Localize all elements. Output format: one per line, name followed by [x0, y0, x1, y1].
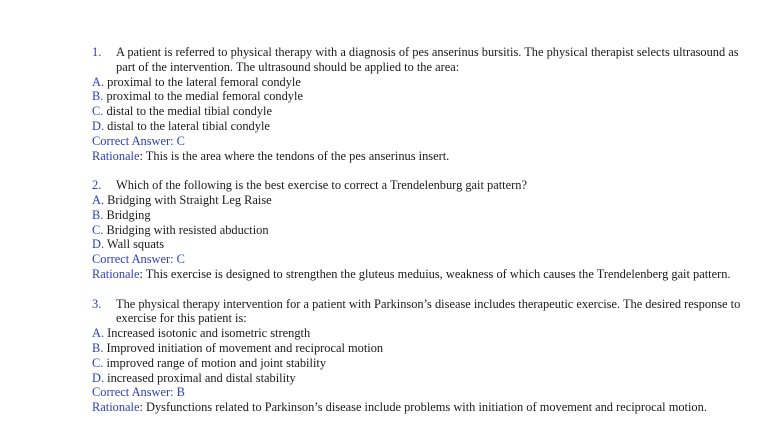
rationale-text: : Dysfunctions related to Parkinson’s disease include problems with initiation of movement and reciprocal motion. — [139, 400, 707, 415]
rationale-text: : This is the area where the tendons of the pes anserinus insert. — [139, 148, 450, 163]
option-d — [92, 371, 742, 386]
question-text: Which of the following is the best exercise to correct a Trendelenburg gait pattern? — [116, 178, 527, 193]
question-text: The physical therapy intervention for a patient with Parkinson’s disease includes therapeutic exercise. The desired response to exercise for this patient is: — [116, 296, 741, 326]
option-a — [92, 75, 742, 90]
option-b — [92, 208, 742, 223]
question-number: 2. — [92, 178, 102, 193]
option-a — [92, 326, 742, 341]
option-letter: C. — [92, 355, 104, 370]
question-number: 1. — [92, 45, 102, 59]
rationale-label: Rationale — [92, 266, 140, 281]
spacer — [92, 163, 742, 178]
question-2 — [92, 178, 742, 282]
option-text: proximal to the lateral femoral condyle — [104, 74, 301, 89]
question-stem — [92, 297, 742, 327]
option-text: improved range of motion and joint stability — [103, 355, 327, 370]
option-text: distal to the lateral tibial condyle — [104, 118, 270, 133]
rationale — [92, 267, 742, 282]
option-letter: B. — [92, 89, 104, 104]
correct-answer: Correct Answer: C — [92, 133, 185, 148]
option-b — [92, 89, 742, 104]
option-text: proximal to the medial femoral condyle — [103, 89, 303, 104]
option-text: distal to the medial tibial condyle — [103, 104, 272, 119]
question-3 — [92, 297, 742, 415]
option-text: Bridging with Straight Leg Raise — [104, 192, 272, 207]
option-letter: A. — [92, 74, 105, 89]
option-c — [92, 223, 742, 238]
option-letter: A. — [92, 192, 105, 207]
correct-answer: Correct Answer: B — [92, 385, 185, 400]
rationale-label: Rationale — [92, 400, 140, 415]
question-stem — [92, 45, 742, 75]
option-letter: B. — [92, 340, 104, 355]
rationale-text: : This exercise is designed to strengthen the gluteus meduius, weakness of which causes the Trendelenberg gait pattern. — [139, 266, 731, 281]
document-page — [92, 45, 742, 415]
option-text: Bridging — [103, 207, 151, 222]
option-a — [92, 193, 742, 208]
option-c — [92, 356, 742, 371]
rationale — [92, 400, 742, 415]
option-letter: B. — [92, 207, 104, 222]
rationale — [92, 149, 742, 164]
spacer — [92, 282, 742, 297]
option-text: Wall squats — [104, 237, 165, 252]
option-d — [92, 237, 742, 252]
question-number: 3. — [92, 296, 102, 311]
option-letter: C. — [92, 222, 104, 237]
option-c — [92, 104, 742, 119]
question-1 — [92, 45, 742, 163]
option-letter: C. — [92, 104, 104, 119]
option-d — [92, 119, 742, 134]
option-letter: D. — [92, 118, 105, 133]
option-b — [92, 341, 742, 356]
option-text: Improved initiation of movement and reciprocal motion — [103, 340, 384, 355]
question-stem — [92, 178, 742, 193]
option-text: Bridging with resisted abduction — [103, 222, 269, 237]
option-letter: D. — [92, 370, 105, 385]
correct-answer: Correct Answer: C — [92, 252, 185, 267]
option-text: Increased isotonic and isometric strength — [104, 326, 311, 341]
rationale-label: Rationale — [92, 148, 140, 163]
option-letter: A. — [92, 326, 105, 341]
option-letter: D. — [92, 237, 105, 252]
question-text: A patient is referred to physical therapy with a diagnosis of pes anserinus bursitis. The physical therapist selects ultrasound as part of the intervention. The ultrasound should be applied to the area: — [116, 45, 739, 74]
option-text: increased proximal and distal stability — [104, 370, 296, 385]
